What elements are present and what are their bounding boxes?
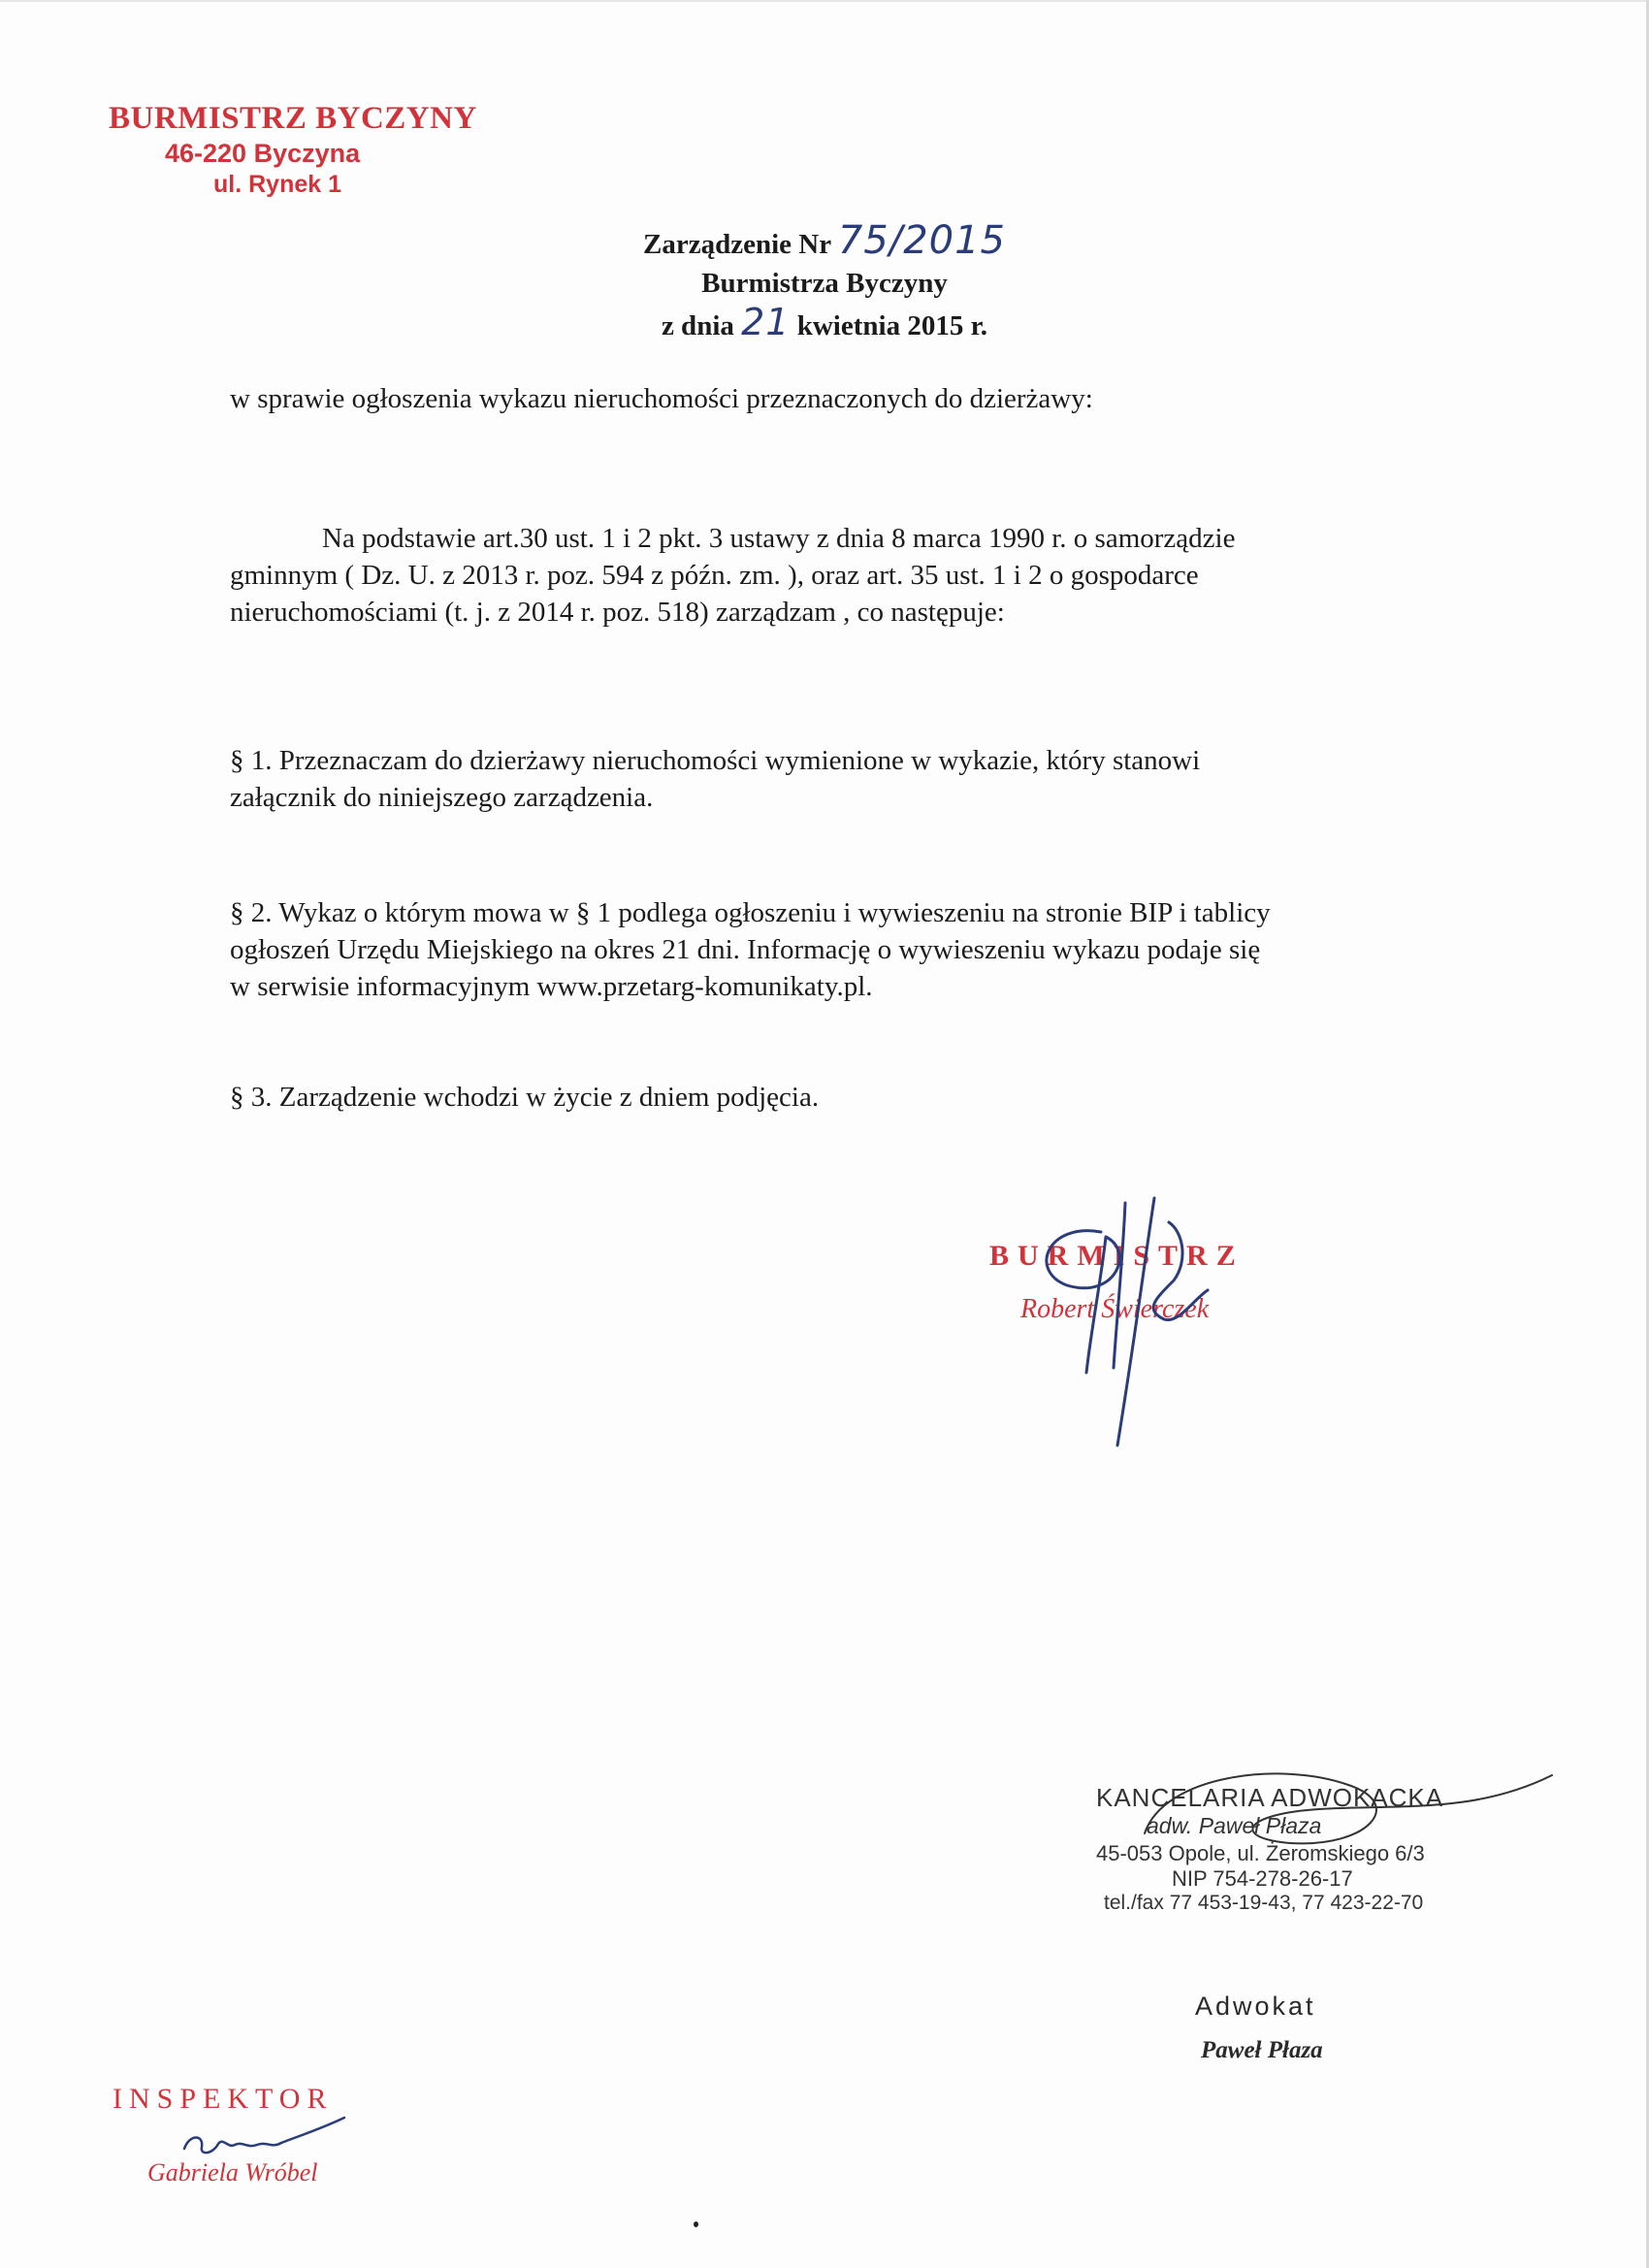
heading-line-2: Burmistrza Byczyny [701, 268, 948, 299]
heading-line-3 [0, 303, 1649, 345]
law-office-stamp [1096, 1783, 1504, 1915]
paragraph-line: załącznik do niniejszego zarządzenia. [230, 782, 654, 813]
signature-stamp-title: BURMISTRZ [989, 1240, 1245, 1272]
mayor-address-stamp [109, 101, 497, 199]
law-stamp-phone: tel./fax 77 453-19-43, 77 423-22-70 [1104, 1892, 1424, 1914]
paragraph-line: nieruchomościami (t. j. z 2014 r. poz. 518) zarządzam , co następuje: [230, 597, 1005, 628]
scan-speck [694, 2221, 698, 2227]
advocate-name: Paweł Płaza [1201, 2037, 1323, 2063]
section-2-paragraph [230, 894, 1271, 1005]
law-stamp-lawyer: adw. Paweł Płaza [1147, 1813, 1322, 1838]
inspector-handwritten-signature [175, 2110, 369, 2168]
heading-date-suffix: kwietnia 2015 r. [796, 310, 988, 341]
mayor-handwritten-signature [1009, 1193, 1261, 1465]
law-stamp-address: 45-053 Opole, ul. Żeromskiego 6/3 [1096, 1841, 1425, 1865]
paragraph-line: § 1. Przeznaczam do dzierżawy nieruchomości wymienione w wykazie, który stanowi [230, 745, 1201, 776]
heading-ordinance-label: Zarządzenie Nr [643, 229, 831, 260]
document-heading [0, 218, 1649, 345]
stamp-line-postcode: 46-220 Byczyna [165, 139, 361, 168]
law-stamp-office-name: KANCELARIA ADWOKACKA [1096, 1783, 1444, 1812]
handwritten-ordinance-number: 75/2015 [837, 218, 1006, 263]
heading-line-1 [0, 218, 1649, 264]
inspector-stamp-title: INSPEKTOR [113, 2083, 334, 2115]
page-edge-top [0, 0, 1649, 2]
paragraph-line: § 2. Wykaz o którym mowa w § 1 podlega ogłoszeniu i wywieszeniu na stronie BIP i tablicy [230, 897, 1271, 928]
legal-basis-paragraph [230, 520, 1235, 631]
inspector-stamp-name: Gabriela Wróbel [147, 2158, 318, 2187]
paragraph-line: § 3. Zarządzenie wchodzi w życie z dniem podjęcia. [230, 1082, 820, 1113]
handwritten-day: 21 [741, 301, 791, 343]
law-stamp-nip: NIP 754-278-26-17 [1172, 1866, 1353, 1891]
section-1-paragraph [230, 742, 1200, 816]
heading-date-prefix: z dnia [661, 310, 734, 341]
document-subject: w sprawie ogłoszenia wykazu nieruchomości przeznaczonych do dzierżawy: [230, 383, 1093, 414]
paragraph-line: Na podstawie art.30 ust. 1 i 2 pkt. 3 ustawy z dnia 8 marca 1990 r. o samorządzie [322, 523, 1236, 554]
stamp-line-title: BURMISTRZ BYCZYNY [109, 101, 477, 136]
section-3-paragraph [230, 1079, 819, 1116]
stamp-line-street: ul. Rynek 1 [213, 171, 341, 198]
paragraph-line: w serwisie informacyjnym www.przetarg-komunikaty.pl. [230, 971, 873, 1002]
signature-stamp-name: Robert Świerczek [1020, 1294, 1210, 1324]
paragraph-line: gminnym ( Dz. U. z 2013 r. poz. 594 z późn. zm. ), oraz art. 35 ust. 1 i 2 o gospodarce [230, 560, 1199, 591]
paragraph-line: ogłoszeń Urzędu Miejskiego na okres 21 dni. Informację o wywieszeniu wykazu podaje się [230, 934, 1261, 965]
advocate-title: Adwokat [1195, 1992, 1316, 2021]
